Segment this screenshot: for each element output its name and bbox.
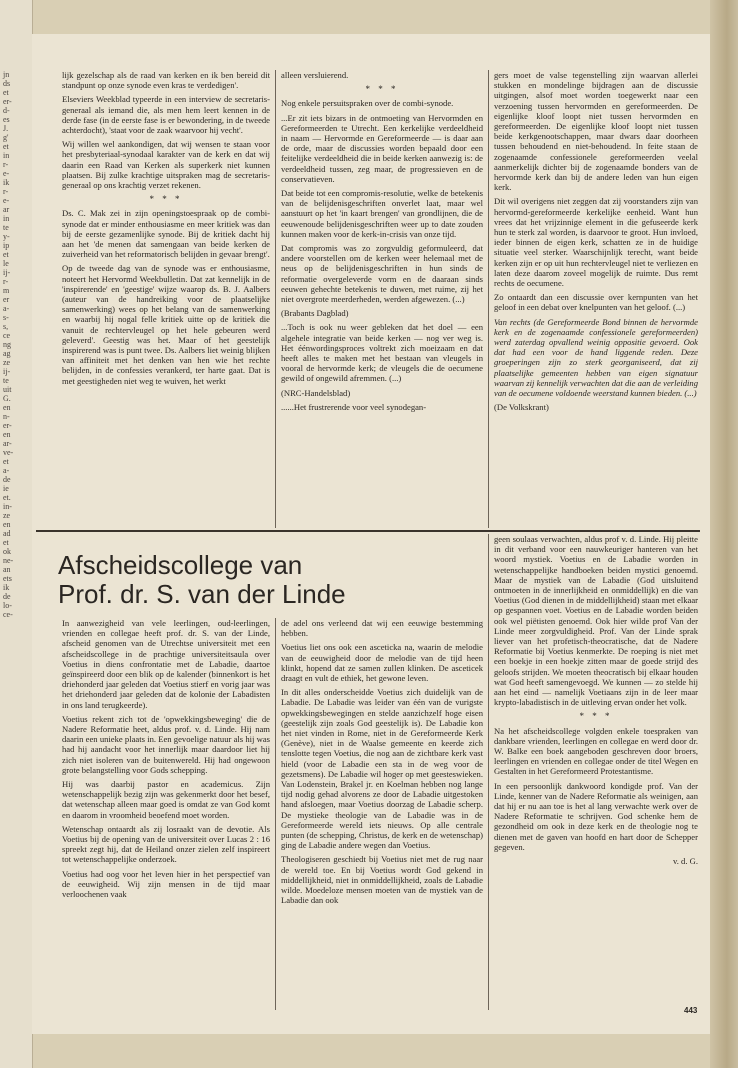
margin-fragment: n- <box>3 412 10 421</box>
margin-fragment: en <box>3 403 11 412</box>
margin-fragment: ve- <box>3 448 14 457</box>
margin-fragment: r- <box>3 277 9 286</box>
margin-fragment: ze <box>3 511 11 520</box>
margin-fragment: y- <box>3 232 10 241</box>
margin-fragment: ze <box>3 358 11 367</box>
margin-fragment: ad <box>3 529 11 538</box>
margin-fragment: jn <box>3 70 10 79</box>
margin-fragment: in <box>3 214 10 223</box>
paragraph: Dit wil overigens niet zeggen dat zij voorstanders zijn van hervormd-gereformeerde kerkelijke eenheid. Want hun vrees dat het vrijzinnige element in die gefuseerde kerk hun te sterk zal worden, is daarvoor te groot. Hun invloed, ieder binnen de eigen kerk, schatten ze in de huidige situatie veel sterker. Waarschijnlijk terecht, want beide kerken zijn er op uit hun rechtervleugel niet te verliezen en laten deze daarom zoveel mogelijk de ruimte. Dus remt rechts de oecumene. <box>494 196 698 289</box>
margin-fragment: es <box>3 115 10 124</box>
margin-fragment: ik <box>3 583 10 592</box>
column-rule <box>488 70 489 528</box>
paragraph: Zo ontaardt dan een discussie over kernpunten van het geloof in een debat over knelpunten van het geloof. (...) <box>494 292 698 313</box>
article-column-1 <box>62 618 270 1008</box>
margin-fragment: er <box>3 295 10 304</box>
margin-fragment: le <box>3 259 9 268</box>
paragraph: ...Toch is ook nu weer gebleken dat het doel — een algehele integratie van beide kerken — nog ver weg is. Het éénwordingsproces voltrekt zich moeizaam en dat heeft alles te maken met het bestaan van vleugels in vooral de hervormde kerk; de vleugels die de oecumene gewild of ongewild afremmen. (...) <box>281 322 483 384</box>
margin-fragment: ie <box>3 484 9 493</box>
section-stars: * * * <box>579 711 613 722</box>
headline-line: Prof. dr. S. van der Linde <box>58 579 346 609</box>
margin-fragment: a- <box>3 466 10 475</box>
paragraph: Voetius had oog voor het leven hier in het perspectief van de eeuwigheid. Wij zijn mensen in de tijd maar verloochenen vaak <box>62 868 270 900</box>
column-rule <box>488 534 489 1010</box>
top-column-2 <box>281 70 483 525</box>
section-stars: * * * <box>365 84 399 95</box>
margin-fragment: er- <box>3 97 12 106</box>
margin-fragment: ce- <box>3 610 13 619</box>
paragraph: Ds. C. Mak zei in zijn openingstoespraak op de combi-synode dat er minder enthousiasme en meer kritiek was dan bij de eerste gezamenlijke synode. Bij de kritiek dacht hij aan het 'de menen dat samengaan van beide kerken de zuiverheid van het reformatorisch belijden in gevaar brengt'. <box>62 208 270 260</box>
source-credit: (De Volkskrant) <box>494 402 549 413</box>
margin-fragment: s, <box>3 322 9 331</box>
margin-fragment: ik <box>3 178 10 187</box>
margin-fragment: te <box>3 223 9 232</box>
page-number: 443 <box>684 1006 698 1015</box>
section-stars: * * * <box>149 194 183 205</box>
margin-fragment: et <box>3 538 9 547</box>
paragraph: Na het afscheidscollege volgden enkele toespraken van dankbare vrienden, leerlingen en collegae en werd door dr. W. Balke een boek aangeboden geschreven door broers, leerlingen en vrienden en collegae onder de titel Wegen en Gestalten in het Gereformeerd Protestantisme. <box>494 725 698 777</box>
top-column-1 <box>62 70 270 525</box>
margin-fragment: te <box>3 376 9 385</box>
paragraph: Van rechts (de Gereformeerde Bond binnen de hervormde kerk en de zogenaamde confessionele gereformeerden) werd zaterdag opvallend weinig oppositie gevoerd. Ook dat had een voor de hand liggende reden. Deze groeperingen zijn zo sterk georganiseerd, dat zij plaatselijke gemeenten hebben van eigen signatuur waarvan zij kennelijk verwachten dat die aan de verleiding van de oecumene voldoende weerstand kunnen bieden. (...) <box>494 316 698 399</box>
paragraph: In aanwezigheid van vele leerlingen, oud-leerlingen, vrienden en collegae heeft prof. dr. S. van der Linde, afscheid genomen van de Utrechtse universiteit met een afscheidscollege in de prachtige universiteitsaula over Voetius in diens confrontatie met de Labadie, daartoe geïnspireerd door een blik op de kalender (binnenkort is het driehonderd jaar geleden dat Voetius stierf en vorig jaar was het driehonderd jaar geleden dat de kolonie der Labadisten in ons land terugkeerde). <box>62 618 270 710</box>
paragraph: ...Er zit iets bizars in de ontmoeting van Hervormden en Gereformeerden te Utrecht. Een kerkelijke verdeeldheid in naam — Hervormde en Gereformeerde — is daar aan de orde, maar de discussies worden bepaald door een feitelijke verdeeldheid die in beide kerken aanwezig is: de verdeeldheid tussen, zeg maar, de progressieven en de conservatieven. <box>281 112 483 184</box>
margin-fragment: ets <box>3 574 12 583</box>
margin-fragment: ne- <box>3 556 14 565</box>
margin-fragment: ar- <box>3 439 12 448</box>
paragraph: Hij was daarbij pastor en academicus. Zijn wetenschappelijk bezig zijn was gekenmerkt door het besef, dat wetenschap alleen maar goed is omdat ze van God komt en daarom in vroomheid beoefend moet worden. <box>62 779 270 820</box>
margin-fragment: ce <box>3 331 11 340</box>
article-headline <box>58 551 388 609</box>
margin-fragment: er- <box>3 421 12 430</box>
left-margin-strip <box>0 0 33 1068</box>
paragraph: alleen versluierend. <box>281 70 349 80</box>
paragraph: Dat beide tot een compromis-resolutie, welke de betekenis van de belijdenisgeschriften onverlet laat, maar wel aanstuurt op het 'in kaart brengen' van grondlijnen, die de eeuwenoude belijdenisgeschriften weer up to date zouden kunnen maken voor de kerk-in-crisis van onze tijd. <box>281 188 483 239</box>
margin-fragment: in <box>3 151 10 160</box>
article-column-3 <box>494 534 698 1012</box>
margin-fragment: ij- <box>3 367 11 376</box>
author-signature: v. d. G. <box>673 856 698 867</box>
top-column-3 <box>494 70 698 528</box>
paragraph: geen soulaas verwachten, aldus prof v. d. Linde. Hij pleitte in dit verband voor een nauwkeuriger hanteren van het woord mystiek. Voetius en de Labadie worden in wetenschappelijke handboeken beiden mystici genoemd. Maar de mystiek van de Labadie (God uitsluitend ontmoeten in de innerlijkheid en onmiddellijk) en die van Voetius (God dienen in de middellijkheid) staan met elkaar op gespannen voet. Voetius en de Labadie worden beiden ook wel piëtisten genoemd. Ook hier wilde prof Van der Linde meer zorgvuldigheid. Prof. Van der Linde sprak liever van het profetisch-theocratische, dat de Nadere Reformatie bij Voetius kenmerkte. De roeping is niet met een boekje in een hoekje zitten maar de goede strijd des geloofs strijden. We moeten theocratisch bij elkaar houden wat God heeft samengevoegd. We kunnen — zo stelde hij aan het eind — namelijk Voetiaans zijn in de leer maar krypto-labadistisch in de uitleving ervan onder het volk. <box>494 534 698 708</box>
margin-fragment: m <box>3 286 10 295</box>
paragraph: ......Het frustrerende voor veel synodegan- <box>281 401 427 412</box>
margin-fragment: d- <box>3 106 10 115</box>
margin-fragment: et <box>3 250 9 259</box>
paragraph: Wij willen wel aankondigen, dat wij wensen te staan voor het presbyteriaal-synodaal karakter van de kerk en dat wij daarin een Raad van Kerken als superkerk niet kunnen plaatsen. Bij zulke krachtige uitspraken mag de secretaris-generaal op ons krachtig verzet rekenen. <box>62 139 270 191</box>
paragraph: Nog enkele persuitspraken over de combi-synode. <box>281 98 454 109</box>
article-column-2 <box>281 618 483 1008</box>
paragraph: lijk gezelschap als de raad van kerken en ik ben bereid dit standpunt op onze synode even kras te verdedigen'. <box>62 70 270 91</box>
paragraph: Elseviers Weekblad typeerde in een interview de secretaris-generaal als iemand die, als men hem leert kennen in de derde fase (in de eerste fase is er bewondering, in de tweede achterdocht), 'staat voor de zaak waarvoor hij vecht'. <box>62 94 270 136</box>
margin-fragment: de <box>3 475 11 484</box>
source-credit: (Brabants Dagblad) <box>281 308 349 319</box>
margin-fragment: ip <box>3 241 10 250</box>
paragraph: Wetenschap ontaardt als zij losraakt van de devotie. Als Voetius bij de opening van de universiteit over Lucas 2 : 16 spreekt zegt hij, dat de Heiland onzer zielen zelf inspireert tot wetenschappelijke onderzoek. <box>62 823 270 865</box>
margin-fragment: lo- <box>3 601 12 610</box>
column-rule <box>275 70 276 528</box>
margin-fragment: ok <box>3 547 11 556</box>
margin-fragment: ng <box>3 340 11 349</box>
margin-fragment: an <box>3 565 11 574</box>
margin-fragment: et <box>3 457 9 466</box>
margin-fragment: J. <box>3 124 9 133</box>
paragraph: Theologiseren geschiedt bij Voetius niet met de rug naar de wereld toe. En bij Voetius wordt God gekend in middellijkheid, niet in onmiddellijkheid, zoals de Labadie wilde. Moedeloze mensen moeten van de mystiek van de Labadie dan ook <box>281 854 483 906</box>
source-credit: (NRC-Handelsblad) <box>281 387 351 398</box>
paragraph: Dat compromis was zo zorgvuldig geformuleerd, dat andere voorstellen om de kerken weer helemaal met de neus op de belijdenisgeschriften in hun sinds de reformatie overgeleverde vorm en de daaraan sinds eeuwen gehechte betekenis te duwen, met ruime, zij het niet overgrote meerderheden, werden afgewezen. (...) <box>281 243 483 305</box>
margin-fragment: uit <box>3 385 12 394</box>
paragraph: In dit alles onderscheidde Voetius zich duidelijk van de Labadie. De Labadie was leider van één van de vurigste opwekkingsbewegingen en stelde aanzichzelf hoge eisen (geestelijk zijn zoals God geestelijk is). De Labadie kon het niet vinden in Rome, niet in de Gereformeerde Kerk (Genève), niet in de Waalse gemeente en keerde zich tenslotte tegen Voetius, die nog aan de zichtbare kerk vast hield (voor de Labadie een sta in de weg voor de gezetsmens). De Labadie wil hoger op met geesteswieken. Van Lodenstein, Brakel jr. en Koelman hebben nog lange tijd nodig gehad alvorens ze door de Labadie uitgestoken hand afsloegen, maar Voetius doorzag de Labadie scherp. De mystieke theologie van de Labadie was in de Gereformeerde wereld iets nieuws. Op alle centrale punten (de schepping, Christus, de kerk en de wetenschap) ging de Labadie andere wegen dan Voetius. <box>281 687 483 851</box>
paragraph: Voetius rekent zich tot de 'opwekkingsbeweging' die de Nadere Reformatie heet, aldus prof. v. d. Linde. Hij nam daarin een unieke plaats in. Een gevoelige natuur als hij was had hij aandacht voor het innerlijk maar daardoor liet hij zich niet isoleren van de buitenwereld. Hij had ongewoon grote belangstelling voor Gods schepping. <box>62 713 270 775</box>
paragraph: gers moet de valse tegenstelling zijn waarvan allerlei stukken en mondelinge bijdragen aan de discussie uitgingen, alsof moet worden toegewerkt naar een verzoening tussen hervormden en gereformeerden. De eigenlijke kloof loopt niet tussen hervormden en gereformeerden. De eigenlijke kloof loopt niet tussen beide kerkgenootschappen, maar dwars daar doorheen tussen behoudend en niet-behoudend. In feite staan de zogenaamde confessionele gereformeerden veelal aanmerkelijk dichter bij de zogenaamde bonders van de hervormde kerk dan bij de andere leden van hun eigen kerk. <box>494 70 698 193</box>
margin-fragment: in- <box>3 502 12 511</box>
margin-fragment: ij- <box>3 268 11 277</box>
section-divider <box>36 530 700 532</box>
margin-fragment: de <box>3 592 11 601</box>
column-rule <box>275 618 276 1010</box>
page-edge <box>710 0 738 1068</box>
paragraph: In een persoonlijk dankwoord kondigde prof. Van der Linde, kenner van de Nadere Reformatie als weinigen, aan dat hij er nu aan toe is het al lang verwachte werk over de Nadere Reformatie te schrijven. God schenke hem de gezondheid om ook in deze kerk en de theologie nog te dienen met de gaven van hoofd en hart door de Schepper gegeven. <box>494 780 698 852</box>
margin-fragment: s- <box>3 313 9 322</box>
paragraph: de adel ons verleend dat wij een eeuwige bestemming hebben. <box>281 618 483 639</box>
paragraph: Op de tweede dag van de synode was er enthousiasme, noteert het Hervormd Weekbulletin. Dat zat kennelijk in de 'inspirerende' en 'geestige' wijze waarop ds. B. J. Aalbers (auteur van de handreiking voor de plaatselijke samenwerking) wees op het belang van de samenwerking en waarbij hij nogal felle kritiek uitte op de kritiek die vanuit de rechtervleugel op het hele gebeuren werd geleverd'. Geestig was het. Maar of het geestelijk inspirerend was is punt twee. Ds. Aalbers liet weinig blijken van affiniteit met het denken van hen wie het rechte belijden, in de confessies verankerd, ter harte gaat. Dat is met geestigheden niet weg te wuiven, het werkt <box>62 263 270 386</box>
margin-fragment: en <box>3 520 11 529</box>
margin-fragment: et <box>3 88 9 97</box>
margin-fragment: r- <box>3 160 9 169</box>
margin-fragment: a- <box>3 304 10 313</box>
margin-fragment: et <box>3 142 9 151</box>
margin-fragment: g' <box>3 133 9 142</box>
margin-fragment: et. <box>3 493 11 502</box>
margin-fragment: ar <box>3 205 10 214</box>
margin-fragment: e- <box>3 169 10 178</box>
margin-fragment: ds <box>3 79 11 88</box>
margin-fragment: en <box>3 430 11 439</box>
paragraph: Voetius liet ons ook een asceticka na, waarin de melodie van de eeuwigheid door de melodie van de tijd heen klinkt, hopend dat ze samen zullen klinken. De asceticek draagt en vult de ethiek, het gewone leven. <box>281 642 483 684</box>
margin-fragment: e- <box>3 196 10 205</box>
margin-fragment: ag <box>3 349 11 358</box>
margin-fragment: G. <box>3 394 11 403</box>
headline-line: Afscheidscollege van <box>58 550 303 580</box>
margin-fragment: r- <box>3 187 9 196</box>
